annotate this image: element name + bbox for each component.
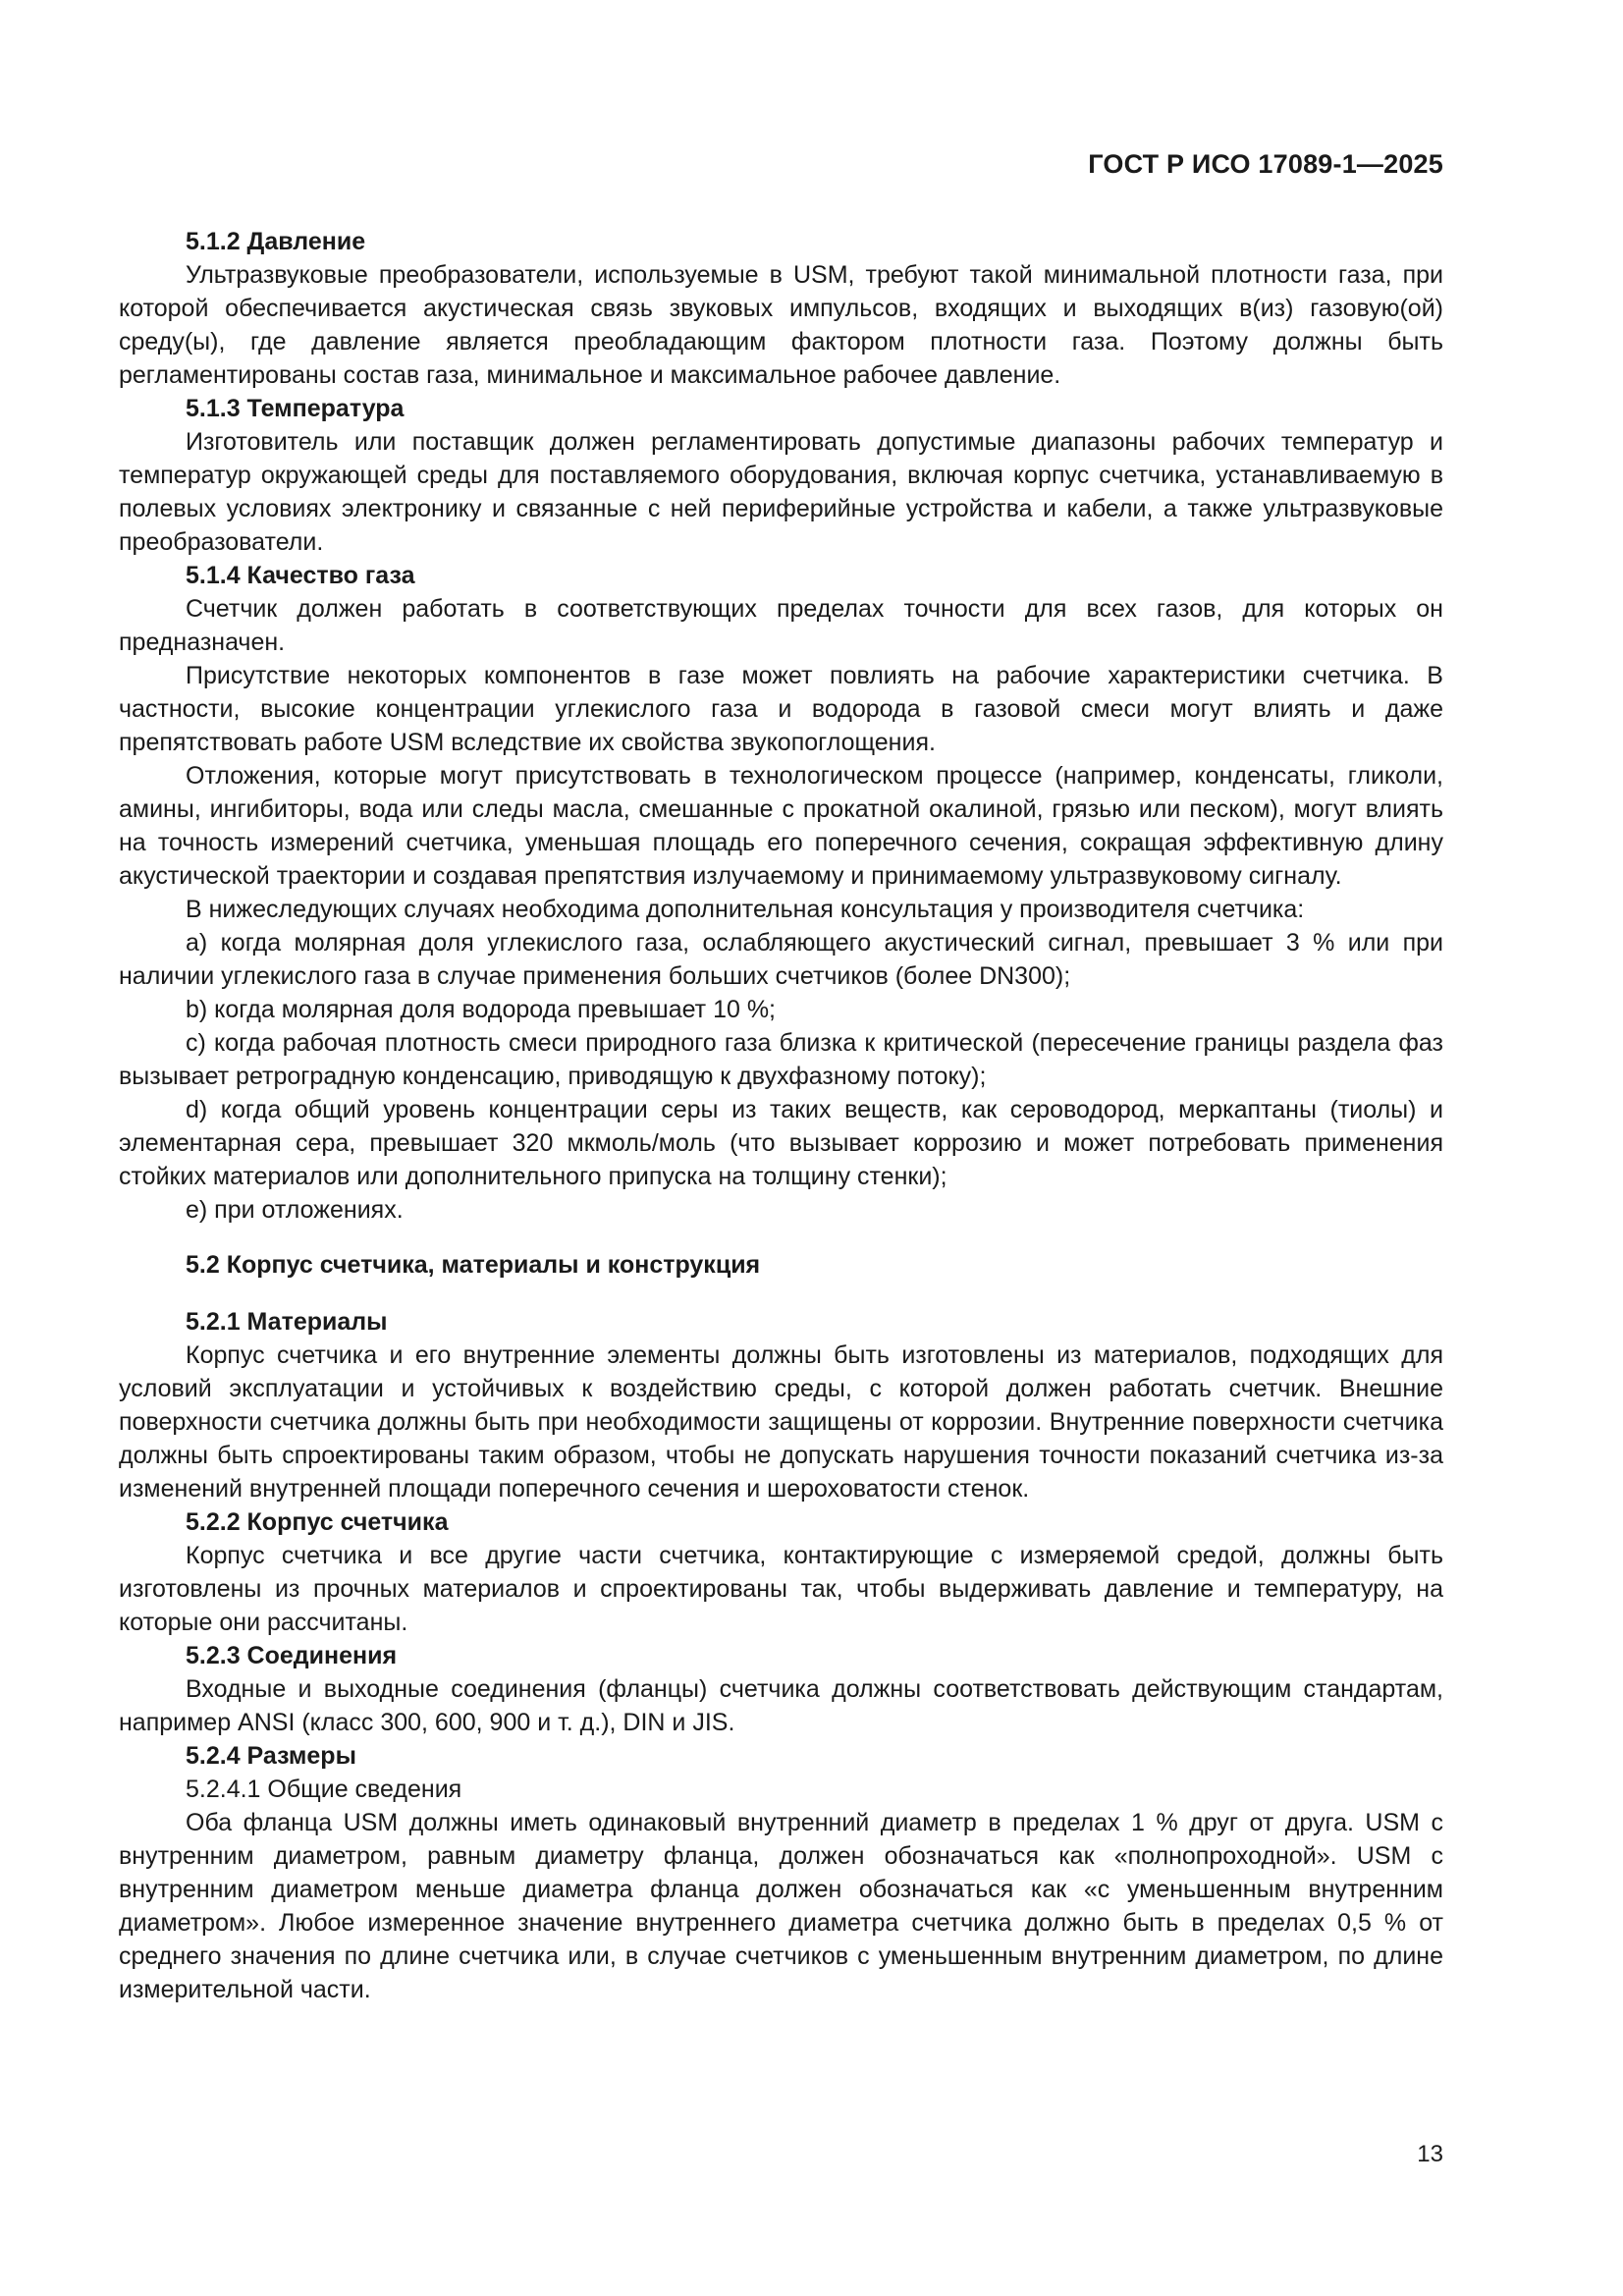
list-item-c: c) когда рабочая плотность смеси природного газа близка к критической (пересечение границы раздела фаз вызывает ретроградную конденсацию, приводящую к двухфазному потоку); bbox=[119, 1029, 1443, 1090]
subheading-5-2-4-1: 5.2.4.1 Общие сведения bbox=[186, 1776, 462, 1803]
heading-5-1-2: 5.1.2 Давление bbox=[186, 228, 366, 255]
heading-5-1-3: 5.1.3 Температура bbox=[186, 395, 405, 422]
paragraph: Корпус счетчика и все другие части счетчика, контактирующие с измеряемой средой, должны быть изготовлены из прочных материалов и спроектированы так, чтобы выдерживать давление и температуру, на которые они рассчитаны. bbox=[119, 1542, 1443, 1636]
list-item-b: b) когда молярная доля водорода превышает 10 %; bbox=[186, 996, 777, 1023]
page-content bbox=[119, 225, 1443, 2006]
paragraph: Корпус счетчика и его внутренние элементы должны быть изготовлены из материалов, подходящих для условий эксплуатации и устойчивых к воздействию среды, с которой должен работать счетчик. Внешние поверхности счетчика должны быть при необходимости защищены от коррозии. Внутренние поверхности счетчика должны быть спроектированы таким образом, чтобы не допускать нарушения точности показаний счетчика из-за изменений внутренней площади поперечного сечения и шероховатости стенок. bbox=[119, 1341, 1443, 1503]
paragraph: Ультразвуковые преобразователи, используемые в USM, требуют такой минимальной плотности газа, при которой обеспечивается акустическая связь звуковых импульсов, входящих и выходящих в(из) газовую(ой) среду(ы), где давление является преобладающим фактором плотности газа. Поэтому должны быть регламентированы состав газа, минимальное и максимальное рабочее давление. bbox=[119, 261, 1443, 389]
paragraph: В нижеследующих случаях необходима дополнительная консультация у производителя счетчика: bbox=[186, 896, 1305, 923]
list-item-e: e) при отложениях. bbox=[186, 1196, 404, 1224]
paragraph: Оба фланца USM должны иметь одинаковый внутренний диаметр в пределах 1 % друг от друга. USM с внутренним диаметром, равным диаметру фланца, должен обозначаться как «полнопроходной». USM с внутренним диаметром меньше диаметра фланца должен обозначаться как «с уменьшенным внутренним диаметром». Любое измеренное значение внутреннего диаметра счетчика должно быть в пределах 0,5 % от среднего значения по длине счетчика или, в случае счетчиков с уменьшенным внутренним диаметром, по длине измерительной части. bbox=[119, 1809, 1443, 2003]
heading-5-2-2: 5.2.2 Корпус счетчика bbox=[186, 1508, 449, 1536]
paragraph: Отложения, которые могут присутствовать в технологическом процессе (например, конденсаты, гликоли, амины, ингибиторы, вода или следы масла, смешанные с прокатной окалиной, грязью или песком), могут влиять на точность измерений счетчика, уменьшая площадь его поперечного сечения, сокращая эффективную длину акустической траектории и создавая препятствия излучаемому и принимаемому ультразвуковому сигналу. bbox=[119, 762, 1443, 890]
document-code: ГОСТ Р ИСО 17089-1—2025 bbox=[1088, 149, 1443, 179]
list-item-d: d) когда общий уровень концентрации серы из таких веществ, как сероводород, меркаптаны (тиолы) и элементарная сера, превышает 320 мкмоль/моль (что вызывает коррозию и может потребовать применения стойких материалов или дополнительного припуска на толщину стенки); bbox=[119, 1096, 1443, 1190]
paragraph: Счетчик должен работать в соответствующих пределах точности для всех газов, для которых он предназначен. bbox=[119, 595, 1443, 656]
heading-5-2: 5.2 Корпус счетчика, материалы и конструкция bbox=[186, 1251, 761, 1279]
heading-5-2-4: 5.2.4 Размеры bbox=[186, 1742, 356, 1770]
list-item-a: а) когда молярная доля углекислого газа, ослабляющего акустический сигнал, превышает 3 % или при наличии углекислого газа в случае применения больших счетчиков (более DN300); bbox=[119, 929, 1443, 990]
paragraph: Присутствие некоторых компонентов в газе может повлиять на рабочие характеристики счетчика. В частности, высокие концентрации углекислого газа и водорода в газовой смеси могут влиять и даже препятствовать работе USM вследствие их свойства звукопоглощения. bbox=[119, 662, 1443, 756]
heading-5-1-4: 5.1.4 Качество газа bbox=[186, 562, 415, 589]
paragraph: Входные и выходные соединения (фланцы) счетчика должны соответствовать действующим стандартам, например ANSI (класс 300, 600, 900 и т. д.), DIN и JIS. bbox=[119, 1675, 1443, 1736]
heading-5-2-3: 5.2.3 Соединения bbox=[186, 1642, 398, 1669]
page-number: 13 bbox=[1417, 2141, 1443, 2167]
paragraph: Изготовитель или поставщик должен регламентировать допустимые диапазоны рабочих температур и температур окружающей среды для поставляемого оборудования, включая корпус счетчика, устанавливаемую в полевых условиях электронику и связанные с ней периферийные устройства и кабели, а также ультразвуковые преобразователи. bbox=[119, 428, 1443, 556]
heading-5-2-1: 5.2.1 Материалы bbox=[186, 1308, 388, 1336]
